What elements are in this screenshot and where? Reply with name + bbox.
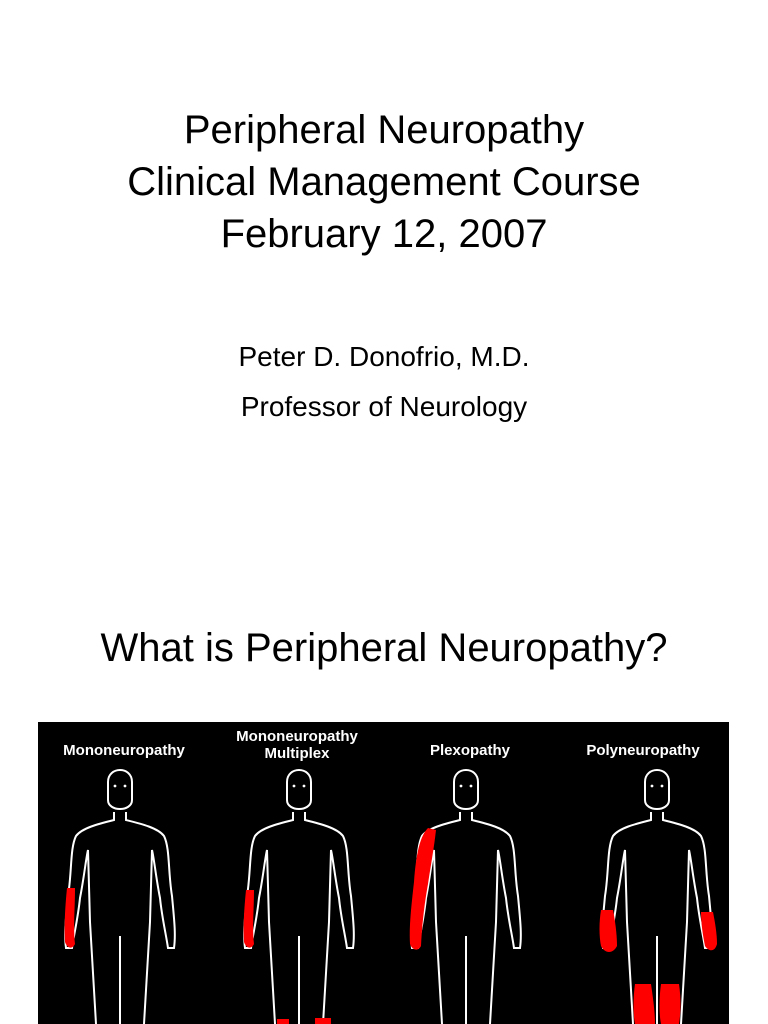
figure-panel-mononeuropathy bbox=[38, 722, 210, 1024]
body-outline-figure bbox=[384, 722, 556, 1024]
affected-region bbox=[634, 984, 656, 1024]
affected-region bbox=[660, 984, 681, 1024]
slide-title bbox=[0, 104, 768, 260]
body-outline-figure bbox=[557, 722, 729, 1024]
figure-label-line1: Mononeuropathy bbox=[236, 728, 358, 745]
title-line-3: February 12, 2007 bbox=[220, 212, 548, 256]
figure-label-line2: Multiplex bbox=[264, 745, 330, 762]
figure-panel-plexopathy bbox=[384, 722, 556, 1024]
figure-panel-polyneuropathy bbox=[557, 722, 729, 1024]
author-name: Peter D. Donofrio, M.D. bbox=[238, 341, 530, 372]
figure-panel-mononeuropathy-multiplex bbox=[211, 722, 383, 1024]
body-outline-figure bbox=[38, 722, 210, 1024]
figure-label-line1: Polyneuropathy bbox=[586, 742, 700, 759]
section-heading: What is Peripheral Neuropathy? bbox=[100, 626, 668, 670]
figure-label-line1: Plexopathy bbox=[429, 742, 511, 759]
title-line-1: Peripheral Neuropathy bbox=[183, 108, 585, 152]
affected-region bbox=[701, 912, 717, 950]
affected-region bbox=[244, 890, 254, 948]
affected-region bbox=[315, 1018, 331, 1024]
author-block bbox=[0, 332, 768, 432]
neuropathy-figure bbox=[38, 722, 729, 1024]
title-line-2: Clinical Management Course bbox=[127, 160, 641, 204]
affected-region bbox=[277, 1019, 289, 1024]
figure-label-line1: Mononeuropathy bbox=[63, 742, 185, 759]
affected-region bbox=[65, 888, 75, 948]
author-role: Professor of Neurology bbox=[240, 391, 528, 422]
affected-region bbox=[410, 828, 436, 950]
body-outline-figure bbox=[211, 722, 383, 1024]
